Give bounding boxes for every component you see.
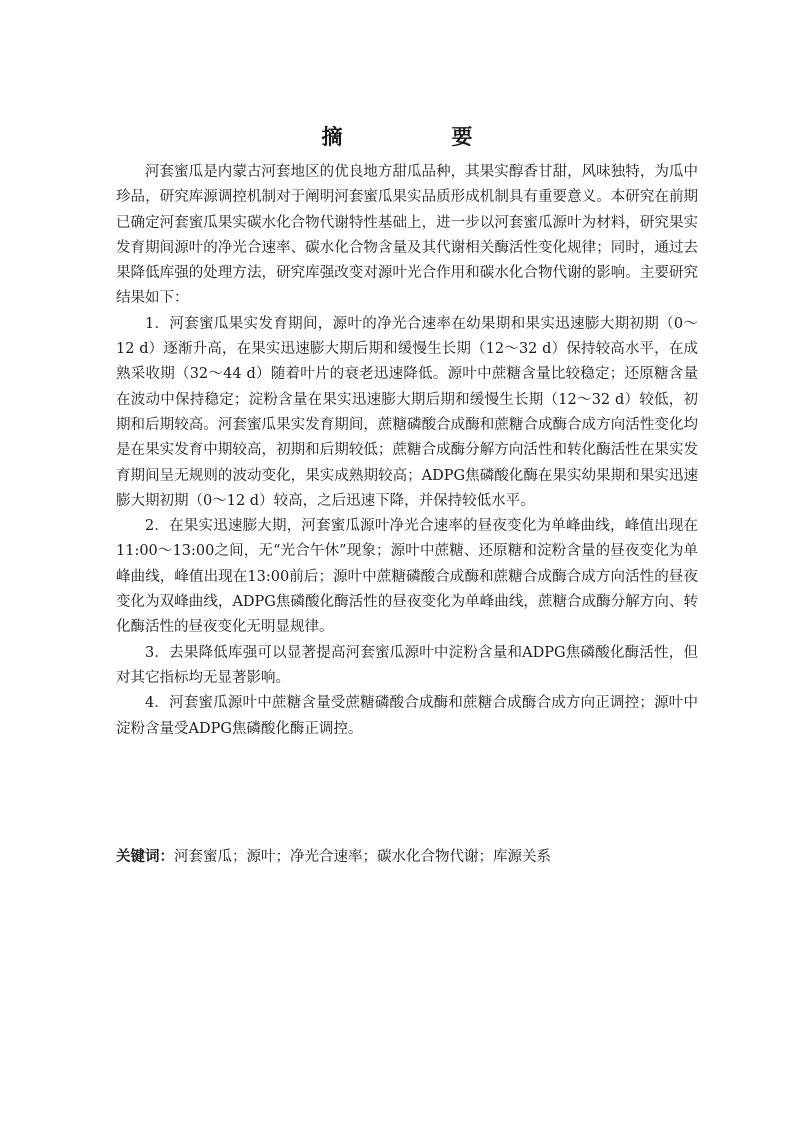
abstract-paragraph-result-2: 2．在果实迅速膨大期，河套蜜瓜源叶净光合速率的昼夜变化为单峰曲线，峰值出现在11:00～13:00之间，无“光合午休”现象；源叶中蔗糖、还原糖和淀粉含量的昼夜变化为单峰曲线，峰值出现在13:00前后；源叶中蔗糖磷酸合成酶和蔗糖合成酶合成方向活性的昼夜变化为双峰曲线，ADPG焦磷酸化酶活性的昼夜变化为单峰曲线，蔗糖合成酶分解方向、转化酶活性的昼夜变化无明显规律。 [116,518,698,636]
abstract-paragraph-result-4: 4．河套蜜瓜源叶中蔗糖含量受蔗糖磷酸合成酶和蔗糖合成酶合成方向正调控；源叶中淀粉含量受ADPG焦磷酸化酶正调控。 [116,695,698,737]
page-title: 摘 要 [321,125,517,149]
abstract-body [116,160,698,742]
abstract-paragraph-result-1: 1．河套蜜瓜果实发育期间，源叶的净光合速率在幼果期和果实迅速膨大期初期（0～12 d）逐渐升高，在果实迅速膨大期后期和缓慢生长期（12～32 d）保持较高水平，在成熟采收期（32～44 d）随着叶片的衰老迅速降低。源叶中蔗糖含量比较稳定；还原糖含量在波动中保持稳定；淀粉含量在果实迅速膨大期后期和缓慢生长期（12～32 d）较低，初期和后期较高。河套蜜瓜果实发育期间，蔗糖磷酸合成酶和蔗糖合成酶合成方向活性变化均是在果实发育中期较高，初期和后期较低；蔗糖合成酶分解方向活性和转化酶活性在果实发育期间呈无规则的波动变化，果实成熟期较高；ADPG焦磷酸化酶在果实幼果期和果实迅速膨大期初期（0～12 d）较高，之后迅速下降，并保持较低水平。 [116,315,698,509]
abstract-paragraph-intro: 河套蜜瓜是内蒙古河套地区的优良地方甜瓜品种，其果实醇香甘甜，风味独特，为瓜中珍品，研究库源调控机制对于阐明河套蜜瓜果实品质形成机制具有重要意义。本研究在前期已确定河套蜜瓜果实碳水化合物代谢特性基础上，进一步以河套蜜瓜源叶为材料，研究果实发育期间源叶的净光合速率、碳水化合物含量及其代谢相关酶活性变化规律；同时，通过去果降低库强的处理方法，研究库强改变对源叶光合作用和碳水化合物代谢的影响。主要研究结果如下： [116,164,698,307]
keywords-text: 河套蜜瓜；源叶；净光合速率；碳水化合物代谢；库源关系 [174,849,551,865]
abstract-paragraph-result-3: 3．去果降低库强可以显著提高河套蜜瓜源叶中淀粉含量和ADPG焦磷酸化酶活性，但对其它指标均无显著影响。 [116,644,698,686]
keywords-line [116,845,698,870]
keywords-label: 关键词： [116,849,174,865]
